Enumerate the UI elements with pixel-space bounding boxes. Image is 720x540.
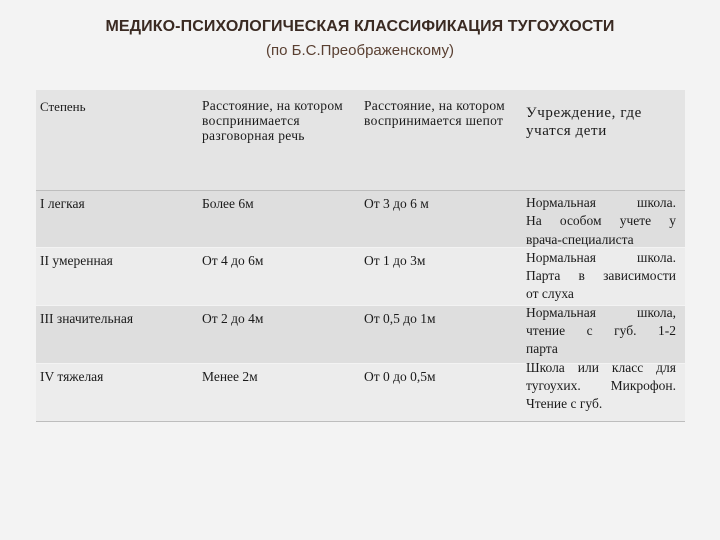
table-header-row <box>36 90 685 191</box>
institution-line: На особом учете у <box>526 213 676 229</box>
speech-distance-cell: Более 6м <box>202 196 254 211</box>
whisper-distance-cell: От 0,5 до 1м <box>364 311 436 326</box>
column-header-whisper-distance: Расстояние, на котором воспринимается шепот <box>364 98 505 128</box>
degree-cell: II умеренная <box>40 253 113 268</box>
column-header-degree: Степень <box>40 99 86 114</box>
classification-table <box>36 90 685 422</box>
page-subtitle: (по Б.С.Преображенскому) <box>266 42 454 59</box>
speech-distance-cell: От 2 до 4м <box>202 311 264 326</box>
whisper-distance-cell: От 0 до 0,5м <box>364 369 436 384</box>
page-title: МЕДИКО-ПСИХОЛОГИЧЕСКАЯ КЛАССИФИКАЦИЯ ТУГОУХОСТИ <box>105 18 615 35</box>
institution-line: Школа или класс для <box>526 359 676 375</box>
degree-cell: III значительная <box>40 311 134 326</box>
institution-column <box>526 194 676 414</box>
degree-cell: I легкая <box>40 196 85 211</box>
table-bottom-border <box>36 421 685 422</box>
institution-line: парта <box>526 341 558 357</box>
institution-line: Чтение с губ. <box>526 396 603 412</box>
speech-distance-cell: Менее 2м <box>202 369 258 384</box>
institution-line: Парта в зависимости <box>526 268 676 284</box>
column-header-speech-distance: Расстояние, на котором воспринимается разговорная речь <box>202 98 343 143</box>
speech-distance-cell: От 4 до 6м <box>202 253 264 268</box>
institution-line: Нормальная школа. <box>526 195 676 210</box>
whisper-distance-cell: От 1 до 3м <box>364 253 426 268</box>
institution-line: врача-специалиста <box>526 231 634 247</box>
column-header-institution: Учреждение, где учатся дети <box>526 105 642 139</box>
institution-line: Нормальная школа, <box>526 304 676 320</box>
whisper-distance-cell: От 3 до 6 м <box>364 196 429 211</box>
institution-line: чтение с губ. 1-2 <box>526 323 676 339</box>
institution-line: Нормальная школа. <box>526 249 676 265</box>
institution-line: тугоухих. Микрофон. <box>526 377 676 393</box>
degree-cell: IV тяжелая <box>40 369 104 384</box>
institution-line: от слуха <box>526 286 574 302</box>
